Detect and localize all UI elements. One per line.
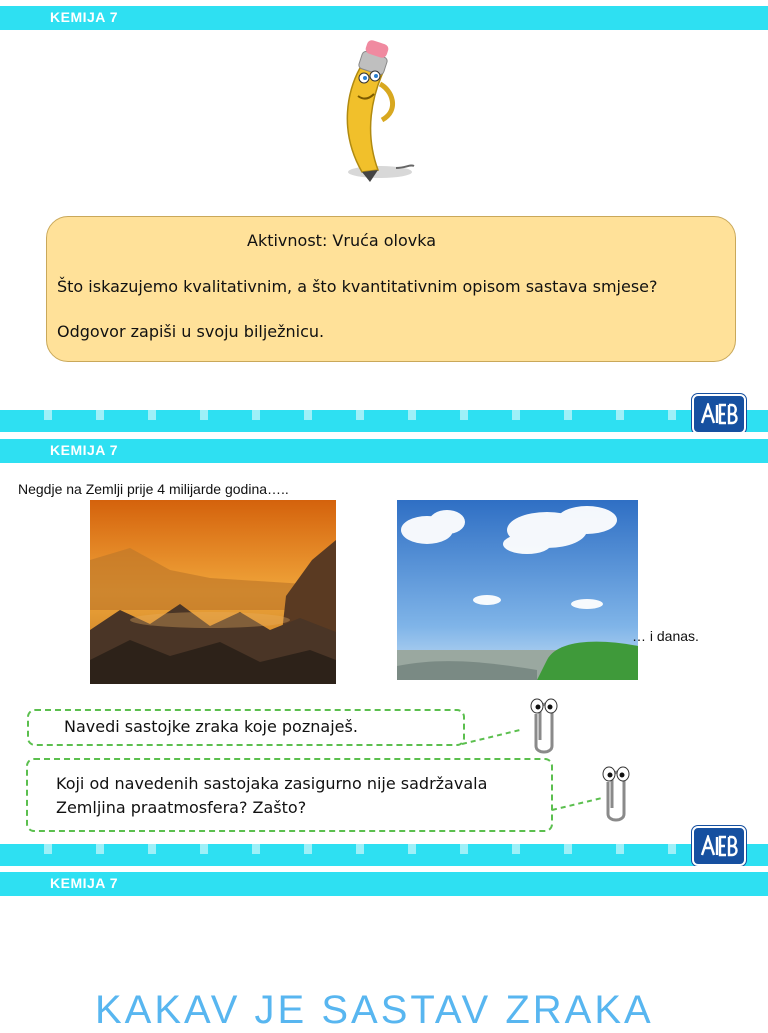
- slide-footer-bar: [0, 854, 768, 866]
- publisher-logo-icon: [699, 403, 739, 425]
- question-1: Navedi sastojke zraka koje poznaješ.: [64, 717, 358, 736]
- publisher-logo: [692, 394, 746, 432]
- paperclip-mascot-icon: [526, 694, 562, 756]
- activity-instruction: Odgovor zapiši u svoju bilježnicu.: [57, 322, 325, 341]
- slide-header-title: KEMIJA 7: [50, 442, 119, 458]
- modern-sky-image: [397, 500, 638, 680]
- slide-header-title: KEMIJA 7: [50, 9, 119, 25]
- slide-footer-stripes: [0, 844, 768, 854]
- activity-title: Aktivnost: Vruća olovka: [247, 231, 437, 250]
- slide-3-title: KAKAV JE SASTAV ZRAKA: [95, 988, 654, 1032]
- ancient-earth-image: [90, 500, 336, 684]
- publisher-logo: [692, 826, 746, 866]
- question-2-line-1: Koji od navedenih sastojaka zasigurno nije sadržavala: [56, 774, 488, 793]
- slide-footer-stripes: [0, 410, 768, 420]
- caption-today: … i danas.: [632, 628, 699, 644]
- slide-footer-bar: [0, 420, 768, 432]
- question-box-2: [26, 758, 553, 832]
- slide-2: [0, 436, 768, 866]
- activity-question: Što iskazujemo kvalitativnim, a što kvantitativnim opisom sastava smjese?: [57, 277, 658, 296]
- slide-header-title: KEMIJA 7: [50, 875, 119, 891]
- publisher-logo-icon: [699, 835, 739, 857]
- paperclip-mascot-icon: [598, 762, 634, 824]
- slide-header-bar: [0, 439, 768, 463]
- question-2-line-2: Zemljina praatmosfera? Zašto?: [56, 798, 307, 817]
- slide-header-bar: [0, 872, 768, 896]
- caption-ancient-earth: Negdje na Zemlji prije 4 milijarde godina…..: [18, 481, 289, 497]
- connector-line-1: [460, 720, 530, 750]
- slide-1: [0, 0, 768, 432]
- slide-header-bar: [0, 6, 768, 30]
- pencil-mascot-icon: [320, 40, 420, 185]
